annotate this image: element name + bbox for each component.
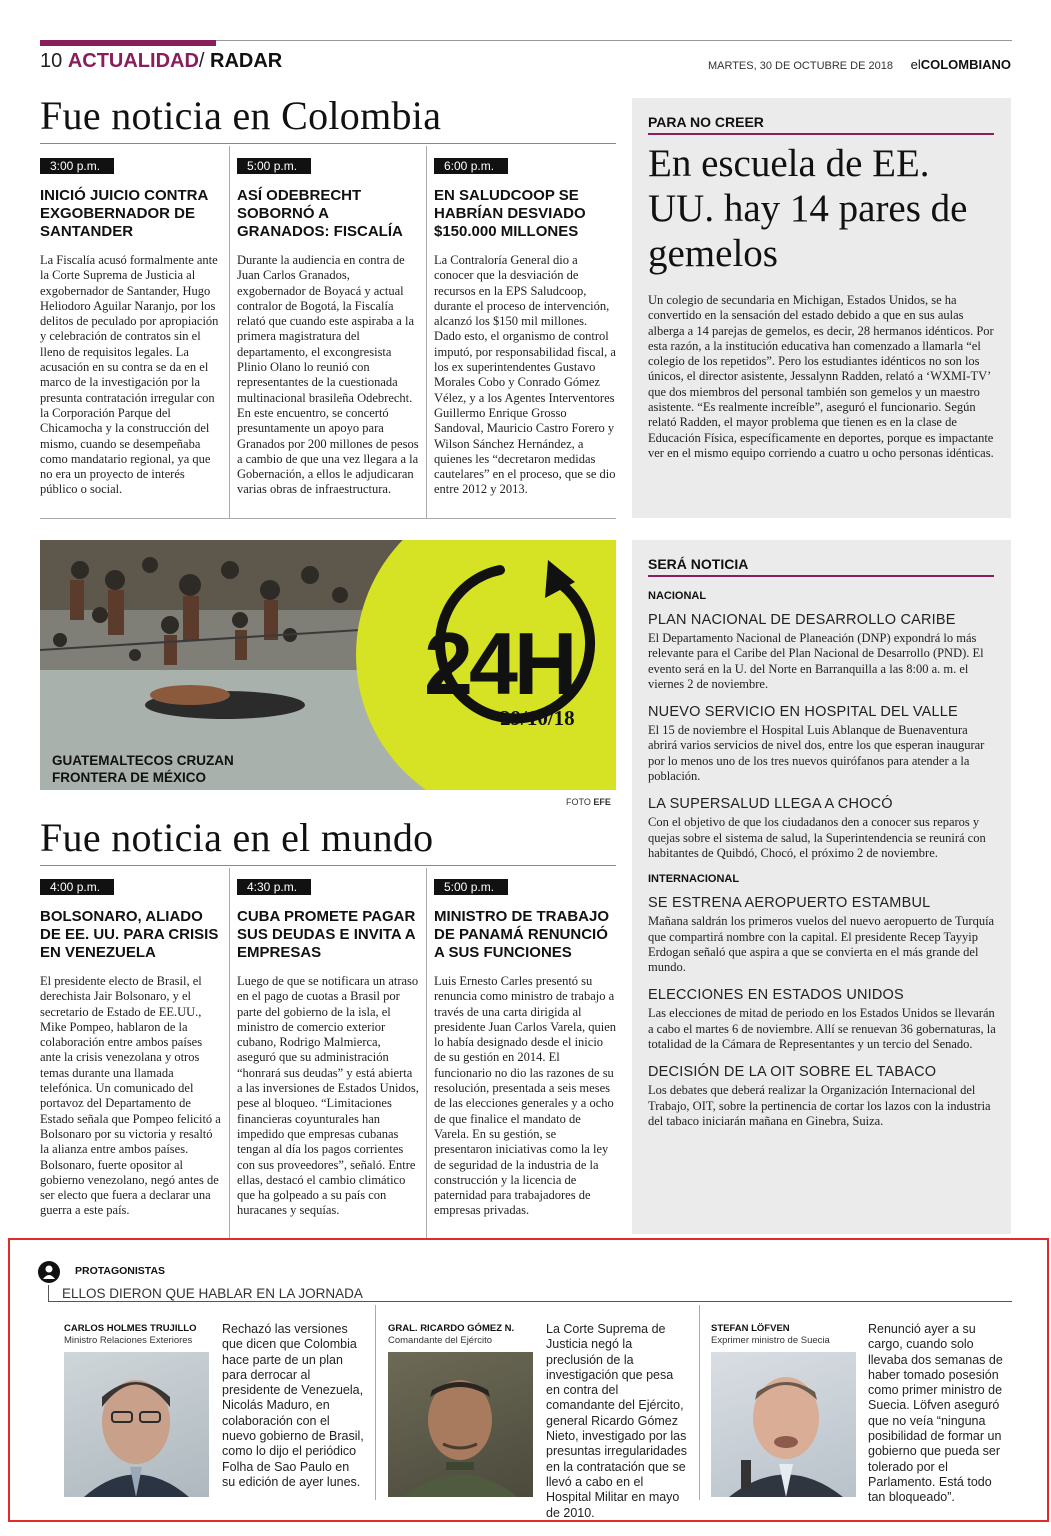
column-body: Luego de que se notificara un atraso en el pago de cuotas a Brasil por parte del gobierno de la isla, el ministro de comercio exterior cubano, Rodrigo Malmierca, aseguró que su administración “honrará sus deudas” y está abierta a las inversiones de Estados Unidos, pese al bloqueo. “Limitaciones financieras coyunturales han impedido que empresas cubanas tengan al día los pagos corrientes con sus proveedores”, señaló. Entre ellas, destacó el cambio climático que ha golpeado a su país con huracanes y sequías. [237, 974, 419, 1218]
column-body: La Fiscalía acusó formalmente ante la Corte Suprema de Justicia al exgobernador de Santander, Hugo Heliodoro Aguilar Naranjo, por los delitos de peculado por apropiación y celebración de contratos sin el lleno de requisitos legales. La acusación en su contra se da en el marco de la investigación por la presunta contratación irregular con la Corporación Parque del Chicamocha y la construcción del mismo, cuando se desempeñaba como mandatario regional, ya que no era un proyecto de interés público o social. [40, 253, 219, 497]
column-body: El presidente electo de Brasil, el derechista Jair Bolsonaro, y el secretario de Estado de EE.UU., Mike Pompeo, hablaron de la colaboración entre ambos países ante la crisis venezolana y otros temas durante una llamada telefónica. Un comunicado del portavoz del Departamento de Estado señala que Pompeo felicitó a Bolsonaro por su victoria y resaltó la alianza entre ambos países. Bolsonaro, fuerte opositor al gobierno venezolano, negó antes de ser electo que fuera a declarar una guerra a este país. [40, 974, 221, 1218]
para-no-creer-rule [648, 133, 994, 135]
nacional-label: NACIONAL [648, 590, 707, 602]
sera-item-title: LA SUPERSALUD LLEGA A CHOCÓ [648, 796, 893, 813]
column-headline: MINISTRO DE TRABAJO DE PANAMÁ RENUNCIÓ A SUS FUNCIONES [434, 908, 610, 961]
mundo-title-rule [40, 865, 616, 866]
page-header [40, 50, 282, 73]
column-divider [229, 146, 230, 518]
person-photo [711, 1352, 856, 1497]
colombia-title-rule [40, 143, 616, 144]
protagonistas-subtitle: ELLOS DIERON QUE HABLAR EN LA JORNADA [62, 1286, 363, 1301]
person-role: Exprimer ministro de Suecia [711, 1335, 830, 1346]
photo-credit-prefix: FOTO [566, 797, 591, 807]
person-statement: La Corte Suprema de Justicia negó la preclusión de la investigación que pesa en contra del comandante del Ejército, general Ricardo Gómez Nieto, investigado por las presuntas irregularidades en la contratación que se llevó a cabo en el Hospital Militar en mayo de 2010. [546, 1322, 688, 1520]
person-name: CARLOS HOLMES TRUJILLO [64, 1323, 197, 1334]
person-role: Comandante del Ejército [388, 1335, 493, 1346]
protagonistas-label: PROTAGONISTAS [75, 1265, 166, 1277]
sera-item [648, 612, 998, 692]
sera-item-body: Los debates que deberá realizar la Organización Internacional del Trabajo, OIT, sobre la pertinencia de cortar los lazos con la industria del tabaco iniciarán mañana en Ginebra, Suiza. [648, 1083, 991, 1128]
header-accent-bar [40, 40, 216, 46]
person-statement: Renunció ayer a su cargo, cuando solo llevaba dos semanas de haber tomado posesión como primer ministro de Suecia. Löfven aseguró que no veía “ninguna posibilidad de formar un gobierno que pueda ser tolerado por el Parlamento. Está todo tan bloqueado”. [868, 1322, 1003, 1505]
sera-item-title: DECISIÓN DE LA OIT SOBRE EL TABACO [648, 1064, 937, 1081]
time-badge: 3:00 p.m. [40, 158, 114, 174]
colombia-column-1 [40, 157, 222, 498]
section-name: ACTUALIDAD [67, 50, 199, 72]
page-number: 10 [40, 50, 63, 72]
colombia-column-3 [434, 157, 616, 498]
sera-noticia-list [648, 576, 998, 1129]
column-headline: ASÍ ODEBRECHT SOBORNÓ A GRANADOS: FISCALÍA [237, 187, 403, 240]
sera-item [648, 987, 998, 1052]
para-no-creer-title: En escuela de EE. UU. hay 14 pares de gemelos [648, 142, 968, 275]
sera-item [648, 895, 998, 975]
24h-badge-date: 29/10/18 [500, 706, 575, 730]
column-body: Luis Ernesto Carles presentó su renuncia como ministro de trabajo a través de una carta dirigida al presidente Juan Carlos Varela, quien lo había designado desde el inicio de su gestión en 2014. El funcionario no dio las razones de su resolución, presentada a seis meses de las elecciones generales y a ocho de que finalice el mandato de Varela. En su gestión, se presentaron iniciativas como la ley de seguridad de la industria de la construcción y la licencia de paternidad para trabajadores de empresas privadas. [434, 974, 617, 1218]
brand-name: COLOMBIANO [920, 57, 1011, 72]
issue-date: MARTES, 30 DE OCTUBRE DE 2018 [707, 60, 893, 72]
person-photo [64, 1352, 209, 1497]
mundo-column-1 [40, 878, 222, 1219]
sera-item [648, 796, 998, 861]
person-role: Ministro Relaciones Exteriores [64, 1335, 193, 1346]
sera-item-body: Las elecciones de mitad de periodo en los Estados Unidos se llevarán a cabo el martes 6 de noviembre. Allí se renuevan 36 gobernaturas, la totalidad de la Cámara de Representantes y un tercio del Senado. [648, 1006, 996, 1052]
24h-badge-text: 24H [424, 614, 574, 713]
sera-item-title: PLAN NACIONAL DE DESARROLLO CARIBE [648, 612, 956, 628]
photo-caption [52, 752, 234, 786]
person-statement: Rechazó las versiones que dicen que Colombia hace parte de un plan para derrocar al presidente de Venezuela, Nicolás Maduro, en colaboración con el nuevo gobierno de Brasil, como lo dijo el periódico Folha de Sao Paulo en su edición de ayer lunes. [222, 1322, 364, 1489]
photo-caption-line2: FRONTERA DE MÉXICO [52, 770, 207, 785]
column-divider [229, 868, 230, 1238]
colombia-title: Fue noticia en Colombia [40, 93, 442, 138]
colombia-bottom-rule [40, 518, 616, 519]
person-divider [375, 1305, 376, 1500]
photo-credit-name: EFE [593, 797, 611, 807]
person-icon [38, 1261, 60, 1283]
mundo-title: Fue noticia en el mundo [40, 815, 434, 860]
time-badge: 6:00 p.m. [434, 158, 508, 174]
para-no-creer-label: PARA NO CREER [648, 114, 764, 130]
migrants-photo [40, 540, 616, 790]
sera-item [648, 704, 998, 784]
brand-prefix: el [910, 57, 921, 72]
photo-caption-line1: GUATEMALTECOS CRUZAN [52, 753, 234, 768]
column-divider [426, 868, 427, 1238]
mundo-column-2 [237, 878, 419, 1219]
protagonistas-connector [48, 1285, 49, 1301]
column-headline: BOLSONARO, ALIADO DE EE. UU. PARA CRISIS EN VENEZUELA [40, 908, 219, 961]
column-divider [426, 146, 427, 518]
column-body: Durante la audiencia en contra de Juan Carlos Granados, exgobernador de Boyacá y actual contralor de Bogotá, la Fiscalía relató que cuando este aspiraba a la primera magistratura del departamento, el excongresista Plinio Olano lo reunió con representantes de la cuestionada multinacional brasileña Odebrecht. En este encuentro, se concertó presuntamente un apoyo para Granados por 200 millones de pesos a cambio de que una vez llegara a la Gobernación, a ellos le adjudicaran varias obras de infraestructura. [237, 253, 419, 497]
newspaper-brand [911, 57, 1011, 72]
column-body: La Contraloría General dio a conocer que la desviación de recursos en la EPS Saludcoop, durante el proceso de intervención, alcanzó los $150 mil millones. Dado esto, el organismo de control imputó, por responsabilidad fiscal, a los ex superintendentes Gustavo Morales Cobo y Conrado Gómez Vélez, y a los Agentes Interventores Guillermo Enrique Grosso Sandoval, Mauricio Castro Forero y Wilson Sánchez Hernández, a quienes les “decretaron medidas cautelares” en el proceso, que se dio entre 2012 y 2013. [434, 253, 616, 497]
sera-item-title: ELECCIONES EN ESTADOS UNIDOS [648, 987, 904, 1004]
colombia-column-2 [237, 157, 419, 498]
time-badge: 5:00 p.m. [434, 879, 508, 895]
column-headline: CUBA PROMETE PAGAR SUS DEUDAS E INVITA A EMPRESAS [237, 908, 416, 961]
sera-item-title: SE ESTRENA AEROPUERTO ESTAMBUL [648, 895, 931, 912]
person-name: GRAL. RICARDO GÓMEZ N. [388, 1323, 515, 1334]
internacional-label: INTERNACIONAL [648, 873, 740, 886]
time-badge: 4:30 p.m. [237, 879, 311, 895]
mundo-column-3 [434, 878, 616, 1219]
person-photo [388, 1352, 533, 1497]
person-name: STEFAN LÖFVEN [711, 1323, 790, 1334]
sera-item-title: NUEVO SERVICIO EN HOSPITAL DEL VALLE [648, 704, 958, 721]
section-separator: / [198, 50, 205, 72]
photo-credit [566, 797, 611, 807]
sera-noticia-label: SERÁ NOTICIA [648, 556, 749, 572]
sera-item-body: El Departamento Nacional de Planeación (DNP) expondrá lo más relevante para el Caribe del Plan Nacional de Desarrollo (PND). El evento será en la U. del Norte en Barranquilla a las 8:00 a. m. el viernes 2 de noviembre. [648, 631, 984, 691]
time-badge: 4:00 p.m. [40, 879, 114, 895]
sera-item [648, 1064, 998, 1129]
sera-item-body: Con el objetivo de que los ciudadanos den a conocer sus reparos y quejas sobre el sistema de salud, la Superintendencia se reunirá con habitantes de Quibdó, Chocó, el próximo 2 de noviembre. [648, 815, 986, 860]
time-badge: 5:00 p.m. [237, 158, 311, 174]
para-no-creer-body: Un colegio de secundaria en Michigan, Estados Unidos, se ha convertido en la sensación del estado debido a que en sus aulas alberga a 14 parejas de gemelos, es decir, 28 hermanos idénticos. Por esta razón, a la institución educativa han comenzado a llamarla “el colegio de los repetidos”. Pero los estudiantes idénticos no son los únicos, el director asistente, Jessalynn Radden, relató a ‘WXMI-TV’ que dos miembros del personal también son gemelos y un maestro asistente. “Es realmente increíble”, aseguró el funcionario. Según relató Radden, el mayor problema que tienen es en la clase de Educación Física, específicamente en deportes, porque es impactante ver en el mismo equipo corriendo a cuatro u ocho personas idénticas. [648, 293, 994, 460]
column-headline: INICIÓ JUICIO CONTRA EXGOBERNADOR DE SANTANDER [40, 187, 208, 240]
sera-item-body: Mañana saldrán los primeros vuelos del nuevo aeropuerto de Turquía que compartirá nombre con la capital. El presidente Recep Tayyip Erdogan señaló que aspira a que se convierta en el más grande del mundo. [648, 914, 995, 975]
sera-item-body: El 15 de noviembre el Hospital Luis Ablanque de Buenaventura abrirá varios servicios de nivel dos, entre los que esperan inaugurar por lo menos uno de los tres nuevos quirófanos para atender a la población. [648, 723, 985, 784]
protagonistas-rule [48, 1301, 1012, 1302]
person-divider [699, 1305, 700, 1500]
subsection-name: RADAR [210, 50, 283, 72]
column-headline: EN SALUDCOOP SE HABRÍAN DESVIADO $150.000 MILLONES [434, 187, 586, 240]
